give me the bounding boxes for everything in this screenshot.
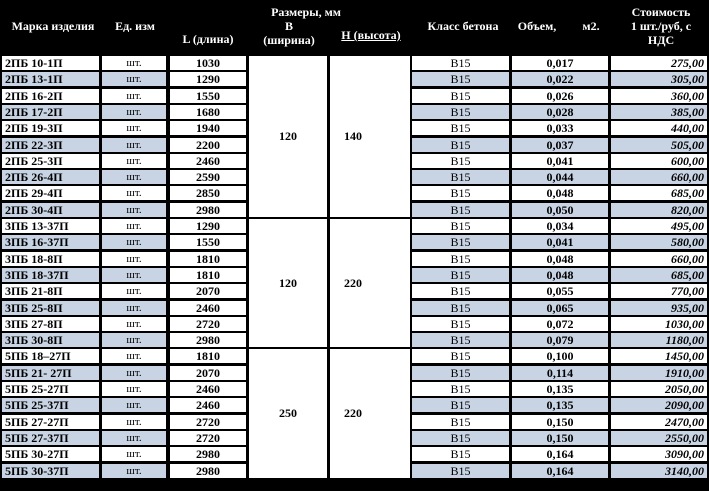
cell-price: 660,00 (611, 252, 707, 266)
cell-mark: 3ПБ 25-8П (2, 301, 99, 315)
cell-length: 2460 (170, 398, 246, 412)
cell-length: 2850 (170, 186, 246, 200)
cell-cls: B15 (412, 252, 509, 266)
cell-length: 1810 (170, 349, 246, 363)
cell-volume: 0,026 (512, 89, 608, 103)
cell-price: 2470,00 (611, 415, 707, 429)
cell-price: 685,00 (611, 268, 707, 282)
cell-cls: B15 (412, 333, 509, 347)
header-cost-line1: Стоимость (631, 5, 691, 19)
cell-unit: шт. (102, 203, 166, 217)
cell-width-merged: 120 (249, 56, 327, 217)
cell-volume: 0,079 (512, 333, 608, 347)
cell-unit: шт. (102, 56, 166, 70)
cell-mark: 5ПБ 25-27П (2, 382, 99, 396)
cell-height-merged: 140 (330, 56, 410, 217)
cell-length: 2460 (170, 301, 246, 315)
cell-mark: 2ПБ 25-3П (2, 154, 99, 168)
cell-price: 360,00 (611, 89, 707, 103)
cell-length: 1290 (170, 219, 246, 233)
cell-cls: B15 (412, 431, 509, 445)
cell-price: 935,00 (611, 301, 707, 315)
cell-unit: шт. (102, 89, 166, 103)
cell-cls: B15 (412, 235, 509, 249)
cell-price: 1180,00 (611, 333, 707, 347)
cell-height-merged: 220 (330, 349, 410, 477)
cell-cls: B15 (412, 219, 509, 233)
cell-length: 2980 (170, 203, 246, 217)
cell-length: 2070 (170, 366, 246, 380)
cell-unit: шт. (102, 431, 166, 445)
cell-mark: 2ПБ 29-4П (2, 186, 99, 200)
cell-price: 2550,00 (611, 431, 707, 445)
cell-volume: 0,048 (512, 186, 608, 200)
cell-unit: шт. (102, 447, 166, 461)
cell-length: 1680 (170, 105, 246, 119)
cell-length: 1290 (170, 72, 246, 86)
cell-mark: 3ПБ 16-37П (2, 235, 99, 249)
cell-price: 2050,00 (611, 382, 707, 396)
cell-price: 505,00 (611, 138, 707, 152)
cell-volume: 0,150 (512, 431, 608, 445)
cell-mark: 3ПБ 30-8П (2, 333, 99, 347)
cell-volume: 0,037 (512, 138, 608, 152)
cell-cls: B15 (412, 203, 509, 217)
cell-cls: B15 (412, 447, 509, 461)
cell-volume: 0,041 (512, 235, 608, 249)
cell-volume: 0,164 (512, 464, 608, 478)
cell-volume: 0,100 (512, 349, 608, 363)
cell-length: 2980 (170, 333, 246, 347)
cell-length: 2980 (170, 447, 246, 461)
cell-price: 3140,00 (611, 464, 707, 478)
cell-mark: 3ПБ 18-8П (2, 252, 99, 266)
cell-cls: B15 (412, 186, 509, 200)
cell-volume: 0,135 (512, 382, 608, 396)
cell-mark: 2ПБ 16-2П (2, 89, 99, 103)
cell-mark: 5ПБ 27-37П (2, 431, 99, 445)
cell-mark: 2ПБ 19-3П (2, 121, 99, 135)
cell-volume: 0,050 (512, 203, 608, 217)
cell-cls: B15 (412, 105, 509, 119)
cell-unit: шт. (102, 317, 166, 331)
cell-mark: 3ПБ 18-37П (2, 268, 99, 282)
cell-unit: шт. (102, 105, 166, 119)
cell-volume: 0,114 (512, 366, 608, 380)
cell-mark: 2ПБ 22-3П (2, 138, 99, 152)
cell-cls: B15 (412, 382, 509, 396)
cell-unit: шт. (102, 333, 166, 347)
cell-volume: 0,017 (512, 56, 608, 70)
cell-price: 770,00 (611, 284, 707, 298)
cell-length: 2590 (170, 170, 246, 184)
cell-cls: B15 (412, 138, 509, 152)
cell-volume: 0,164 (512, 447, 608, 461)
cell-volume: 0,041 (512, 154, 608, 168)
cell-unit: шт. (102, 121, 166, 135)
cell-unit: шт. (102, 72, 166, 86)
cell-length: 1550 (170, 89, 246, 103)
cell-length: 1030 (170, 56, 246, 70)
cell-length: 2460 (170, 382, 246, 396)
cell-unit: шт. (102, 382, 166, 396)
cell-unit: шт. (102, 138, 166, 152)
header-height: H (высота) (341, 28, 401, 42)
cell-mark: 5ПБ 18–27П (2, 349, 99, 363)
cell-volume: 0,044 (512, 170, 608, 184)
cell-cls: B15 (412, 464, 509, 478)
cell-mark: 2ПБ 13-1П (2, 72, 99, 86)
cell-mark: 2ПБ 17-2П (2, 105, 99, 119)
cell-cls: B15 (412, 170, 509, 184)
cell-price: 440,00 (611, 121, 707, 135)
cell-cls: B15 (412, 317, 509, 331)
cell-cls: B15 (412, 349, 509, 363)
cell-unit: шт. (102, 349, 166, 363)
cell-mark: 5ПБ 27-27П (2, 415, 99, 429)
cell-length: 1810 (170, 268, 246, 282)
cell-mark: 5ПБ 25-37П (2, 398, 99, 412)
cell-cls: B15 (412, 398, 509, 412)
cell-volume: 0,048 (512, 252, 608, 266)
cell-cls: B15 (412, 301, 509, 315)
cell-price: 495,00 (611, 219, 707, 233)
cell-cls: B15 (412, 268, 509, 282)
cell-unit: шт. (102, 235, 166, 249)
cell-unit: шт. (102, 366, 166, 380)
cell-mark: 3ПБ 13-37П (2, 219, 99, 233)
cell-volume: 0,022 (512, 72, 608, 86)
cell-price: 1450,00 (611, 349, 707, 363)
cell-unit: шт. (102, 170, 166, 184)
cell-cls: B15 (412, 284, 509, 298)
header-mark: Марка изделия (11, 19, 95, 33)
cell-mark: 2ПБ 26-4П (2, 170, 99, 184)
cell-mark: 5ПБ 30-27П (2, 447, 99, 461)
header-dimensions-group: Размеры, мм (271, 5, 341, 19)
cell-price: 275,00 (611, 56, 707, 70)
cell-volume: 0,055 (512, 284, 608, 298)
cell-width-merged: 120 (249, 219, 327, 347)
cell-mark: 3ПБ 21-8П (2, 284, 99, 298)
cell-unit: шт. (102, 252, 166, 266)
cell-unit: шт. (102, 464, 166, 478)
cell-length: 2720 (170, 431, 246, 445)
cell-length: 1940 (170, 121, 246, 135)
cell-price: 1910,00 (611, 366, 707, 380)
header-volume-unit: м2. (582, 19, 600, 33)
cell-length: 2720 (170, 415, 246, 429)
cell-unit: шт. (102, 301, 166, 315)
cell-price: 385,00 (611, 105, 707, 119)
header-volume: Объем, (517, 19, 557, 33)
cell-length: 2070 (170, 284, 246, 298)
cell-volume: 0,033 (512, 121, 608, 135)
cell-price: 580,00 (611, 235, 707, 249)
cell-width-merged: 250 (249, 349, 327, 477)
cell-unit: шт. (102, 268, 166, 282)
cell-volume: 0,072 (512, 317, 608, 331)
cell-volume: 0,150 (512, 415, 608, 429)
cell-mark: 5ПБ 30-37П (2, 464, 99, 478)
cell-cls: B15 (412, 56, 509, 70)
header-width-word: (ширина) (263, 33, 315, 47)
header-unit: Ед. изм (115, 19, 155, 33)
cell-volume: 0,028 (512, 105, 608, 119)
cell-cls: B15 (412, 89, 509, 103)
cell-unit: шт. (102, 398, 166, 412)
header-width-letter: B (284, 19, 293, 33)
cell-volume: 0,048 (512, 268, 608, 282)
cell-mark: 5ПБ 21- 27П (2, 366, 99, 380)
cell-unit: шт. (102, 415, 166, 429)
cell-price: 660,00 (611, 170, 707, 184)
cell-unit: шт. (102, 186, 166, 200)
header-cost-line3: НДС (647, 33, 675, 47)
cell-length: 2720 (170, 317, 246, 331)
cell-cls: B15 (412, 154, 509, 168)
cell-mark: 2ПБ 10-1П (2, 56, 99, 70)
cell-height-merged: 220 (330, 219, 410, 347)
cell-unit: шт. (102, 219, 166, 233)
cell-price: 2090,00 (611, 398, 707, 412)
cell-cls: B15 (412, 415, 509, 429)
cell-mark: 2ПБ 30-4П (2, 203, 99, 217)
cell-price: 3090,00 (611, 447, 707, 461)
header-length: L (длина) (182, 32, 234, 46)
cell-unit: шт. (102, 284, 166, 298)
cell-price: 1030,00 (611, 317, 707, 331)
cell-volume: 0,065 (512, 301, 608, 315)
cell-volume: 0,135 (512, 398, 608, 412)
cell-price: 685,00 (611, 186, 707, 200)
cell-length: 1550 (170, 235, 246, 249)
header-width (250, 19, 328, 47)
header-cost (614, 5, 708, 47)
cell-length: 2460 (170, 154, 246, 168)
cell-length: 2200 (170, 138, 246, 152)
cell-price: 305,00 (611, 72, 707, 86)
cell-price: 600,00 (611, 154, 707, 168)
cell-unit: шт. (102, 154, 166, 168)
cell-volume: 0,034 (512, 219, 608, 233)
header-concrete-class: Класс бетона (427, 19, 499, 33)
cell-cls: B15 (412, 366, 509, 380)
cell-mark: 3ПБ 27-8П (2, 317, 99, 331)
cell-cls: B15 (412, 121, 509, 135)
cell-length: 1810 (170, 252, 246, 266)
cell-cls: B15 (412, 72, 509, 86)
cell-length: 2980 (170, 464, 246, 478)
header-cost-line2: 1 шт./руб, с (630, 19, 692, 33)
cell-price: 820,00 (611, 203, 707, 217)
